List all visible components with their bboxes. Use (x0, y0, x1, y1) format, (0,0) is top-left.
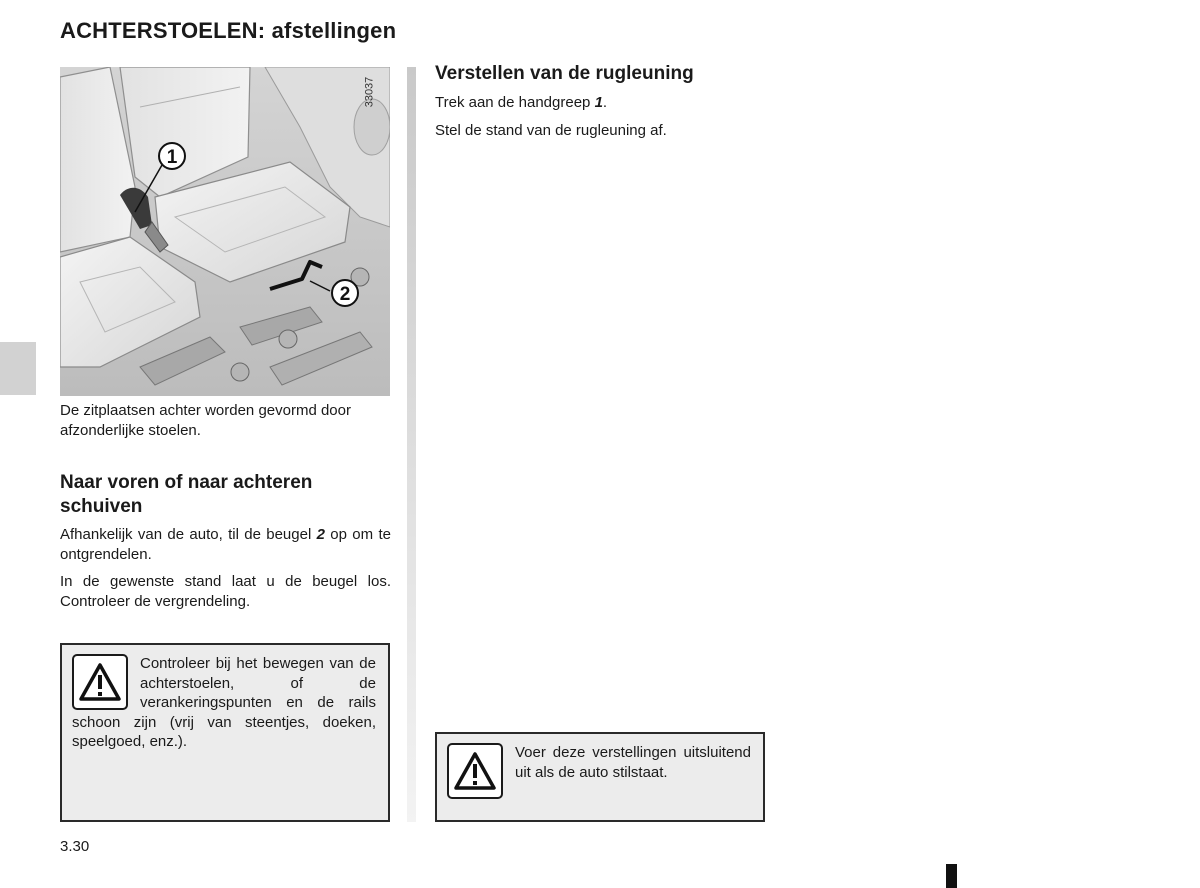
callout-2-label: 2 (339, 284, 351, 305)
figure-reference-code (363, 72, 384, 116)
slide-paragraph-1 (60, 525, 391, 565)
backrest-paragraph-1 (435, 93, 765, 113)
back-p1-reference: 1 (594, 94, 603, 111)
slide-p1-reference: 2 (316, 526, 325, 543)
warning-box-stationary (435, 732, 765, 822)
back-p1-text-end: . (602, 94, 608, 111)
slide-paragraph-2: In de gewenste stand laat u de beugel los. Controleer de vergrendeling. (60, 573, 391, 610)
callout-1-label: 1 (166, 147, 178, 168)
slide-p1-text-end: op om te ontgrendelen. (60, 526, 391, 563)
figure-reference-text: 33037 (363, 76, 376, 108)
slide-p1-text: Afhankelijk van de auto, til de beugel (60, 526, 317, 543)
page-title: ACHTERSTOELEN: afstellingen (60, 18, 397, 43)
page-number: 3.30 (60, 838, 90, 855)
warning-triangle-icon (72, 654, 128, 710)
rear-seats-drawing (60, 67, 390, 396)
section-heading-backrest: Verstellen van de rugleuning (435, 63, 694, 84)
warning-text-stationary: Voer deze verstellingen uitsluitend uit als de auto stilstaat. (515, 744, 751, 781)
warning-triangle-icon (447, 743, 503, 799)
rear-seats-illustration (60, 67, 390, 396)
figure-caption: De zitplaatsen achter worden gevormd door afzonderlijke stoelen. (60, 402, 351, 439)
page-edge-marker (946, 864, 957, 888)
column-divider (407, 67, 416, 822)
chapter-tab (0, 342, 36, 395)
back-p1-text: Trek aan de handgreep (435, 94, 595, 111)
warning-text-rails: Controleer bij het bewegen van de achterstoelen, of de verankeringspunten en de rails schoon zijn (vrij van steentjes, doeken, speelgoed, enz.). (72, 655, 376, 750)
section-heading-slide: Naar voren of naar achteren schuiven (60, 472, 313, 517)
warning-box-rails (60, 643, 390, 822)
backrest-paragraph-2: Stel de stand van de rugleuning af. (435, 122, 667, 139)
